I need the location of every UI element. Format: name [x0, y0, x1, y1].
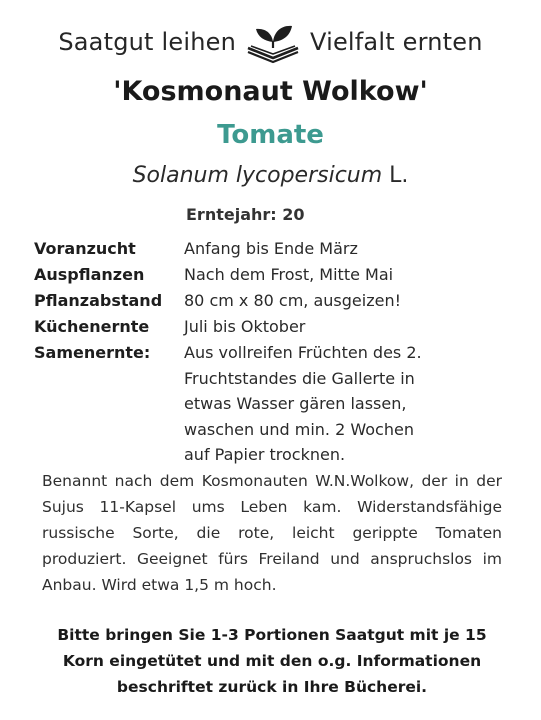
return-instructions: Bitte bringen Sie 1-3 Portionen Saatgut mit je 15 Korn eingetütet und mit den o.g. Informationen beschriftet zurück in Ihre Bücherei. [57, 626, 487, 696]
variety-description: Benannt nach dem Kosmonauten W.N.Wolkow, der in der Sujus 11-Kapsel ums Leben kam. Widerstandsfähige russische Sorte, die rote, leicht gerippte Tomaten produziert. Geeignet fürs Freiland und anspruchslos im Anbau. Wird etwa 1,5 m hoch. [42, 472, 502, 594]
row-label: Küchenernte [34, 317, 150, 336]
header-left-text: Saatgut leihen [58, 28, 236, 56]
row-pflanzabstand [34, 288, 514, 314]
latin-name [0, 163, 541, 188]
row-value: Nach dem Frost, Mitte Mai [184, 265, 394, 284]
row-voranzucht [34, 236, 514, 262]
latin-species: Solanum lycopersicum [132, 163, 383, 188]
row-value: Anfang bis Ende März [184, 239, 358, 258]
row-label: Samenernte: [34, 343, 151, 362]
row-label: Pflanzabstand [34, 291, 163, 310]
variety-title: 'Kosmonaut Wolkow' [113, 76, 428, 107]
header [0, 18, 541, 66]
harvest-year: Erntejahr: 20 [186, 205, 305, 224]
row-samenernte [34, 340, 514, 468]
latin-author: L. [389, 163, 409, 188]
row-label: Auspflanzen [34, 265, 145, 284]
cultivation-info [34, 236, 514, 468]
common-name: Tomate [217, 120, 324, 150]
row-auspflanzen [34, 262, 514, 288]
header-right-text: Vielfalt ernten [309, 28, 483, 56]
book-seedling-icon [242, 18, 304, 66]
row-label: Voranzucht [34, 239, 136, 258]
row-value: Juli bis Oktober [184, 317, 306, 336]
row-value: Aus vollreifen Früchten des 2. Fruchtstandes die Gallerte in etwas Wasser gären lassen, waschen und min. 2 Wochen auf Papier trocknen. [184, 343, 422, 464]
row-kuechenernte [34, 314, 514, 340]
row-value: 80 cm x 80 cm, ausgeizen! [184, 291, 401, 310]
